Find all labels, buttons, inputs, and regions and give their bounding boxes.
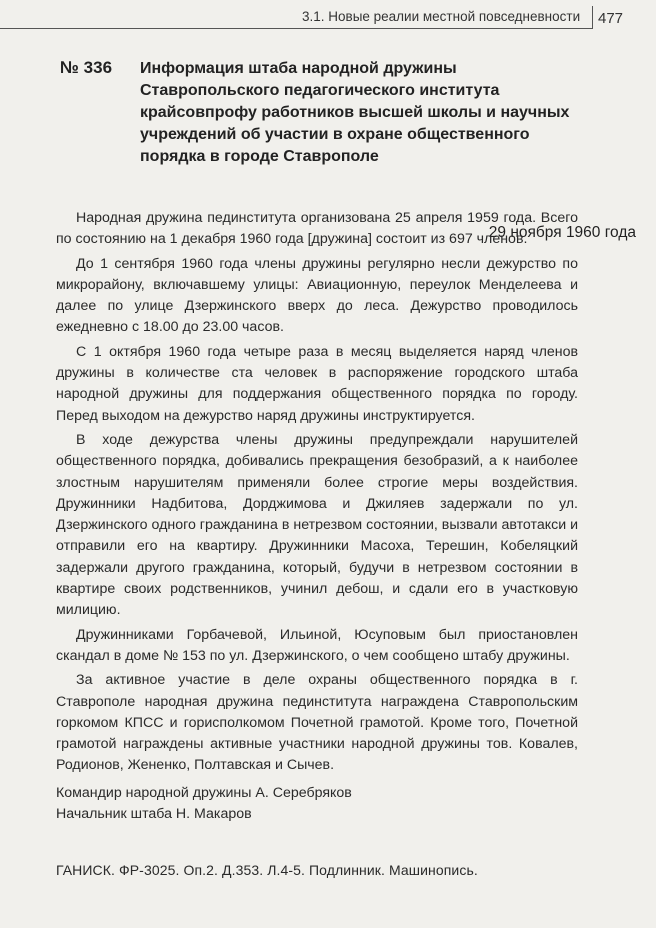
body-paragraph-4: В ходе дежурства члены дружины предупреждали нарушителей общественного порядка, добивались прекращения безобразий, а к наиболее злостным нарушителям применяли более строгие меры воздействия. Дружинники Надбитова, Дорджимова и Джиляев задержали по ул. Дзержинского одного гражданина в нетрезвом состоянии, вызвали автотакси и отправили его на квартиру. Дружинники Масоха, Терешин, Кобеляцкий задержали другого гражданина, который, будучи в нетрезвом состоянии в квартире своих родственников, учинил дебош, и сдали его в участковую милицию. xyxy=(56,431,578,619)
archival-source: ГАНИСК. ФР-3025. Оп.2. Д.353. Л.4-5. Подлинник. Машинопись. xyxy=(56,862,478,878)
body-paragraph-1: Народная дружина пединститута организована 25 апреля 1959 года. Всего по состоянию на 1 декабря 1960 года [дружина] состоит из 697 членов. xyxy=(56,210,578,248)
running-head-rule xyxy=(0,28,592,29)
running-head-divider xyxy=(592,6,593,29)
page-number: 477 xyxy=(598,10,624,27)
signature-chief-of-staff: Начальник штаба Н. Макаров xyxy=(56,806,252,823)
body-paragraph-3: С 1 октября 1960 года четыре раза в месяц выделяется наряд членов дружины в количестве ста человек в распоряжение городского штаба народной дружины для поддержания общественного порядка по городу. Перед выходом на дежурство наряд дружины инструктируется. xyxy=(56,343,578,424)
body-paragraph-2: До 1 сентября 1960 года члены дружины регулярно несли дежурство по микрорайону, включавшему улицы: Авиационную, переулок Менделеева и далее по улице Дзержинского вверх до леса. Дежурство проводилось ежедневно с 18.00 до 23.00 часов. xyxy=(56,255,578,336)
body-paragraph-6: За активное участие в деле охраны общественного порядка в г. Ставрополе народная дружина пединститута награждена Ставропольским горкомом КПСС и горисполкомом Почетной грамотой. Кроме того, Почетной грамотой награждены активные участники народной дружины тов. Ковалев, Родионов, Жененко, Полтавская и Сычев. xyxy=(56,672,578,774)
running-head-title: 3.1. Новые реалии местной повседневности xyxy=(302,9,581,24)
body-paragraph-5: Дружинниками Горбачевой, Ильиной, Юсуповым был приостановлен скандал в доме № 153 по ул. Дзержинского, о чем сообщено штабу дружины. xyxy=(56,626,578,664)
document-title: Информация штаба народной дружины Ставропольского педагогического института крайсовпрофу работников высшей школы и научных учреждений об участии в охране общественного порядка в городе Ставрополе xyxy=(140,60,570,165)
document-number: № 336 xyxy=(60,58,113,77)
signature-commander: Командир народной дружины А. Серебряков xyxy=(56,784,352,801)
document-body xyxy=(56,208,578,825)
running-head xyxy=(0,0,656,40)
signatures xyxy=(56,783,578,826)
document-date: 29 ноября 1960 года xyxy=(488,224,636,241)
